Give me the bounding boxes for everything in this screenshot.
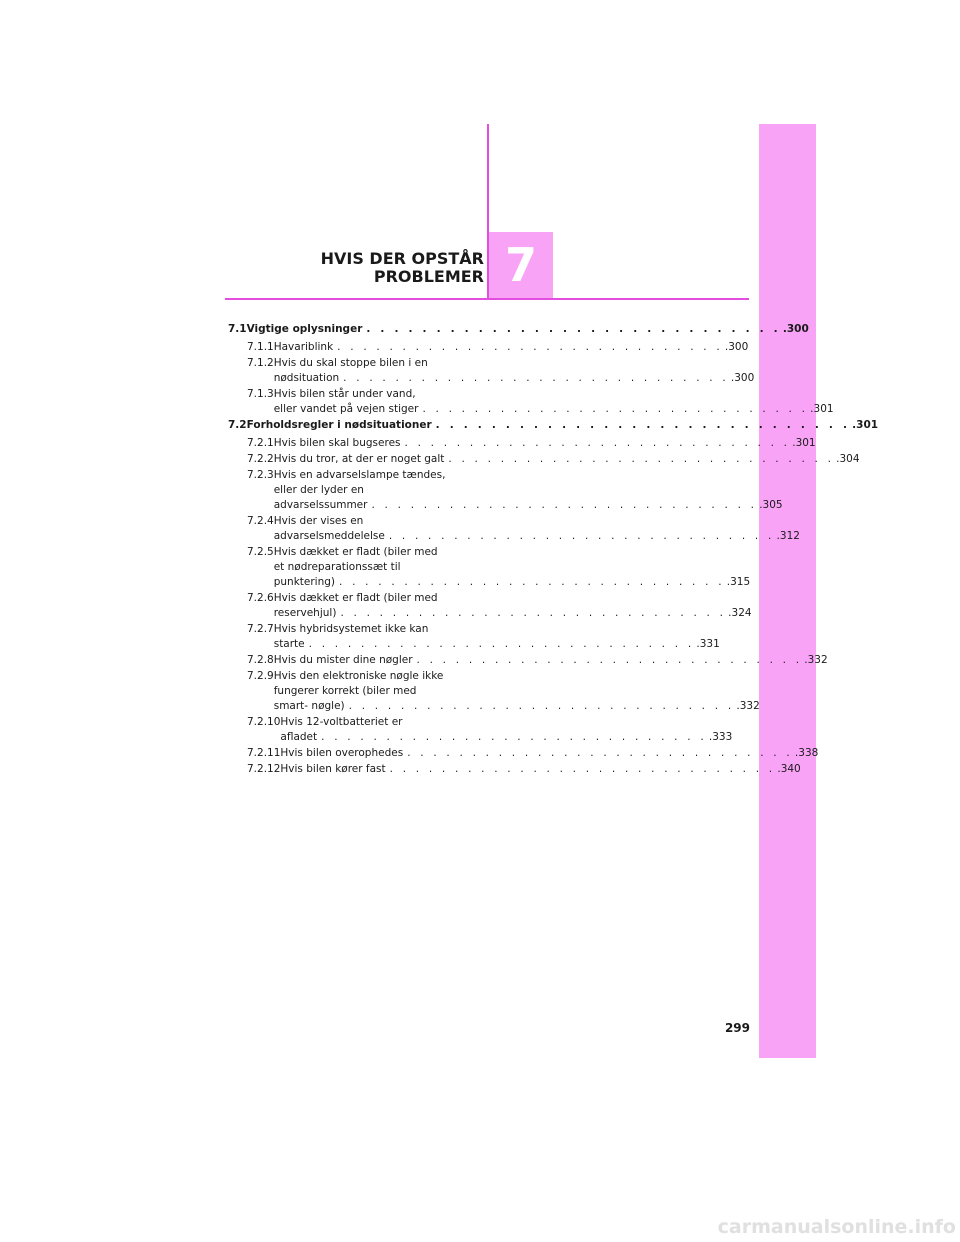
toc-entry-page: .338 bbox=[794, 747, 819, 759]
toc-entry[interactable] bbox=[228, 762, 801, 777]
toc-entry-title-line: advarselssummer bbox=[273, 499, 368, 511]
toc-entry-last-line bbox=[247, 322, 809, 337]
toc-dot-leader: . . . . . . . . . . . . . . . . . . . . . . . . . . . . . . bbox=[407, 747, 793, 759]
toc-entry-last-line bbox=[274, 637, 720, 652]
chapter-side-tab bbox=[759, 124, 819, 1058]
toc-entry[interactable] bbox=[228, 468, 783, 513]
toc-dot-leader: . . . . . . . . . . . . . . . . . . . . . . . . . . . . . . bbox=[339, 576, 725, 588]
toc-entry-page: .304 bbox=[836, 453, 860, 465]
toc-entry-last-line bbox=[280, 762, 800, 777]
chapter-title-line-2: PROBLEMER bbox=[373, 267, 484, 286]
toc-entry[interactable] bbox=[228, 715, 733, 745]
toc-entry-page: .332 bbox=[804, 654, 828, 666]
toc-entry-page: .333 bbox=[708, 731, 733, 743]
toc-entry-page: .300 bbox=[724, 341, 749, 353]
toc-entry[interactable] bbox=[228, 622, 720, 652]
table-of-contents bbox=[228, 322, 879, 778]
toc-entry-title bbox=[274, 340, 749, 355]
toc-entry-title bbox=[274, 436, 816, 451]
toc-dot-leader: . . . . . . . . . . . . . . . . . . . . . . . . . . . . . . bbox=[448, 453, 835, 465]
toc-entry-page: .300 bbox=[782, 323, 809, 335]
toc-entry-title bbox=[247, 418, 878, 433]
toc-dot-leader: . . . . . . . . . . . . . . . . . . . . . . . . . . . . . . bbox=[435, 419, 851, 431]
toc-entry-title bbox=[274, 545, 750, 590]
toc-entry-last-line bbox=[274, 452, 860, 467]
chapter-number: 7 bbox=[504, 238, 537, 292]
toc-entry-title-line: starte bbox=[273, 638, 305, 650]
toc-entry[interactable] bbox=[228, 436, 816, 451]
toc-entry-number: 7.1.3 bbox=[247, 388, 274, 400]
toc-entry-number: 7.2.4 bbox=[247, 515, 274, 527]
toc-entry-title-line: Hvis den elektroniske nøgle ikke bbox=[273, 670, 444, 682]
toc-entry-title-line: punktering) bbox=[273, 576, 336, 588]
toc-entry-title-line: Hvis dækket er fladt (biler med bbox=[273, 546, 438, 558]
toc-entry-title-line: fungerer korrekt (biler med bbox=[273, 685, 417, 697]
toc-entry-page: .305 bbox=[759, 499, 783, 511]
toc-entry-title-line: Hvis bilen overophedes bbox=[280, 747, 404, 759]
header-horizontal-rule bbox=[225, 298, 749, 300]
toc-entry-number: 7.2.10 bbox=[247, 716, 281, 728]
toc-entry-title-line: Havariblink bbox=[273, 341, 334, 353]
toc-entry-title-line: Hvis du mister dine nøgler bbox=[273, 654, 413, 666]
toc-entry-last-line bbox=[274, 699, 760, 714]
toc-entry[interactable] bbox=[228, 418, 879, 433]
toc-entry-title-line: Hvis en advarselslampe tændes, bbox=[273, 469, 446, 481]
toc-dot-leader: . . . . . . . . . . . . . . . . . . . . . . . . . . . . . . bbox=[389, 763, 776, 775]
toc-entry-title bbox=[274, 622, 720, 652]
toc-entry-title-line: eller der lyder en bbox=[273, 484, 364, 496]
toc-dot-leader: . . . . . . . . . . . . . . . . . . . . . . . . . . . . . . bbox=[416, 654, 803, 666]
toc-entry-number: 7.2.3 bbox=[247, 469, 274, 481]
toc-entry-title-line: nødsituation bbox=[273, 372, 340, 384]
toc-entry[interactable] bbox=[228, 514, 800, 544]
toc-entry-title bbox=[247, 322, 809, 337]
toc-entry-title-line: smart- nøgle) bbox=[273, 700, 345, 712]
watermark: carmanualsonline.info bbox=[717, 1216, 956, 1238]
toc-entry[interactable] bbox=[228, 452, 860, 467]
toc-entry-number: 7.1.2 bbox=[247, 357, 274, 369]
toc-entry-number: 7.1.1 bbox=[247, 341, 274, 353]
toc-entry-title bbox=[274, 591, 752, 621]
toc-entry-title-line: Forholdsregler i nødsituationer bbox=[246, 419, 432, 431]
toc-entry-page: .300 bbox=[730, 372, 755, 384]
toc-entry-title-line: reservehjul) bbox=[273, 607, 337, 619]
toc-entry-page: .332 bbox=[736, 700, 760, 712]
toc-entry-title bbox=[280, 715, 732, 745]
toc-entry-title-line: Vigtige oplysninger bbox=[246, 323, 363, 335]
toc-entry-number: 7.2.9 bbox=[247, 670, 274, 682]
toc-entry-number: 7.1 bbox=[228, 323, 247, 335]
toc-dot-leader: . . . . . . . . . . . . . . . . . . . . . . . . . . . . . . bbox=[404, 437, 791, 449]
toc-entry-title-line: eller vandet på vejen stiger bbox=[273, 403, 419, 415]
toc-entry-last-line bbox=[274, 498, 783, 513]
toc-entry-title-line: Hvis hybridsystemet ikke kan bbox=[273, 623, 429, 635]
toc-entry-title bbox=[274, 452, 860, 467]
toc-entry[interactable] bbox=[228, 545, 751, 590]
toc-entry-title bbox=[274, 468, 783, 513]
toc-entry-last-line bbox=[274, 402, 834, 417]
toc-entry-last-line bbox=[274, 529, 800, 544]
toc-entry-last-line bbox=[280, 746, 818, 761]
toc-dot-leader: . . . . . . . . . . . . . . . . . . . . . . . . . . . . . . bbox=[343, 372, 729, 384]
toc-entry[interactable] bbox=[228, 591, 752, 621]
toc-entry-number: 7.2.11 bbox=[247, 747, 281, 759]
toc-entry-page: .301 bbox=[792, 437, 816, 449]
toc-entry[interactable] bbox=[228, 340, 749, 355]
toc-entry-title bbox=[274, 653, 828, 668]
toc-entry-page: .315 bbox=[726, 576, 751, 588]
toc-dot-leader: . . . . . . . . . . . . . . . . . . . . . . . . . . . . . . bbox=[388, 530, 775, 542]
toc-entry-title-line: Hvis bilen står under vand, bbox=[273, 388, 416, 400]
toc-entry-page: .331 bbox=[696, 638, 720, 650]
toc-entry-last-line bbox=[274, 371, 755, 386]
toc-dot-leader: . . . . . . . . . . . . . . . . . . . . . . . . . . . . . . bbox=[337, 341, 723, 353]
toc-entry[interactable] bbox=[228, 356, 755, 386]
toc-entry-number: 7.2.8 bbox=[247, 654, 274, 666]
toc-entry-title-line: Hvis bilen skal bugseres bbox=[273, 437, 401, 449]
toc-entry-last-line bbox=[274, 653, 828, 668]
toc-entry-number: 7.2.1 bbox=[247, 437, 274, 449]
toc-entry-page: .312 bbox=[776, 530, 800, 542]
page-number: 299 bbox=[724, 1021, 750, 1035]
toc-entry-title bbox=[274, 514, 800, 544]
chapter-number-box bbox=[489, 232, 553, 298]
toc-dot-leader: . . . . . . . . . . . . . . . . . . . . . . . . . . . . . . bbox=[371, 499, 758, 511]
toc-entry-title-line: Hvis 12-voltbatteriet er bbox=[280, 716, 403, 728]
toc-entry-number: 7.2.6 bbox=[247, 592, 274, 604]
toc-entry[interactable] bbox=[228, 322, 809, 337]
toc-entry-title-line: Hvis der vises en bbox=[273, 515, 364, 527]
toc-entry-title-line: afladet bbox=[280, 731, 318, 743]
toc-entry-title bbox=[274, 669, 760, 714]
toc-entry-page: .301 bbox=[852, 419, 879, 431]
chapter-title bbox=[260, 250, 484, 286]
toc-entry-title-line: et nødreparationssæt til bbox=[273, 561, 401, 573]
toc-entry-page: .324 bbox=[728, 607, 752, 619]
toc-entry-last-line bbox=[274, 575, 750, 590]
toc-entry-page: .340 bbox=[777, 763, 801, 775]
toc-dot-leader: . . . . . . . . . . . . . . . . . . . . . . . . . . . . . . bbox=[366, 323, 781, 335]
toc-entry-title bbox=[280, 746, 818, 761]
toc-entry[interactable] bbox=[228, 653, 828, 668]
toc-entry-title-line: Hvis du tror, at der er noget galt bbox=[273, 453, 445, 465]
toc-entry-number: 7.2.5 bbox=[247, 546, 274, 558]
toc-entry[interactable] bbox=[228, 669, 760, 714]
toc-entry-title-line: advarselsmeddelelse bbox=[273, 530, 385, 542]
chapter-title-line-1: HVIS DER OPSTÅR bbox=[320, 249, 484, 268]
toc-entry-number: 7.2 bbox=[228, 419, 247, 431]
toc-entry-number: 7.2.2 bbox=[247, 453, 274, 465]
toc-entry-last-line bbox=[274, 436, 816, 451]
toc-entry-title-line: Hvis bilen kører fast bbox=[280, 763, 386, 775]
toc-dot-leader: . . . . . . . . . . . . . . . . . . . . . . . . . . . . . . bbox=[340, 607, 727, 619]
toc-entry-last-line bbox=[280, 730, 732, 745]
toc-entry-number: 7.2.12 bbox=[247, 763, 281, 775]
toc-dot-leader: . . . . . . . . . . . . . . . . . . . . . . . . . . . . . . bbox=[348, 700, 735, 712]
toc-entry-title-line: Hvis dækket er fladt (biler med bbox=[273, 592, 438, 604]
toc-dot-leader: . . . . . . . . . . . . . . . . . . . . . . . . . . . . . . bbox=[308, 638, 695, 650]
toc-entry[interactable] bbox=[228, 746, 819, 761]
toc-dot-leader: . . . . . . . . . . . . . . . . . . . . . . . . . . . . . . bbox=[321, 731, 707, 743]
toc-entry-title bbox=[274, 356, 755, 386]
toc-entry-page: .301 bbox=[810, 403, 834, 415]
toc-entry-title bbox=[280, 762, 800, 777]
toc-entry[interactable] bbox=[228, 387, 834, 417]
toc-entry-last-line bbox=[274, 606, 752, 621]
toc-entry-last-line bbox=[247, 418, 878, 433]
toc-dot-leader: . . . . . . . . . . . . . . . . . . . . . . . . . . . . . . bbox=[422, 403, 809, 415]
toc-entry-number: 7.2.7 bbox=[247, 623, 274, 635]
toc-entry-title-line: Hvis du skal stoppe bilen i en bbox=[273, 357, 428, 369]
toc-entry-last-line bbox=[274, 340, 749, 355]
toc-entry-title bbox=[274, 387, 834, 417]
